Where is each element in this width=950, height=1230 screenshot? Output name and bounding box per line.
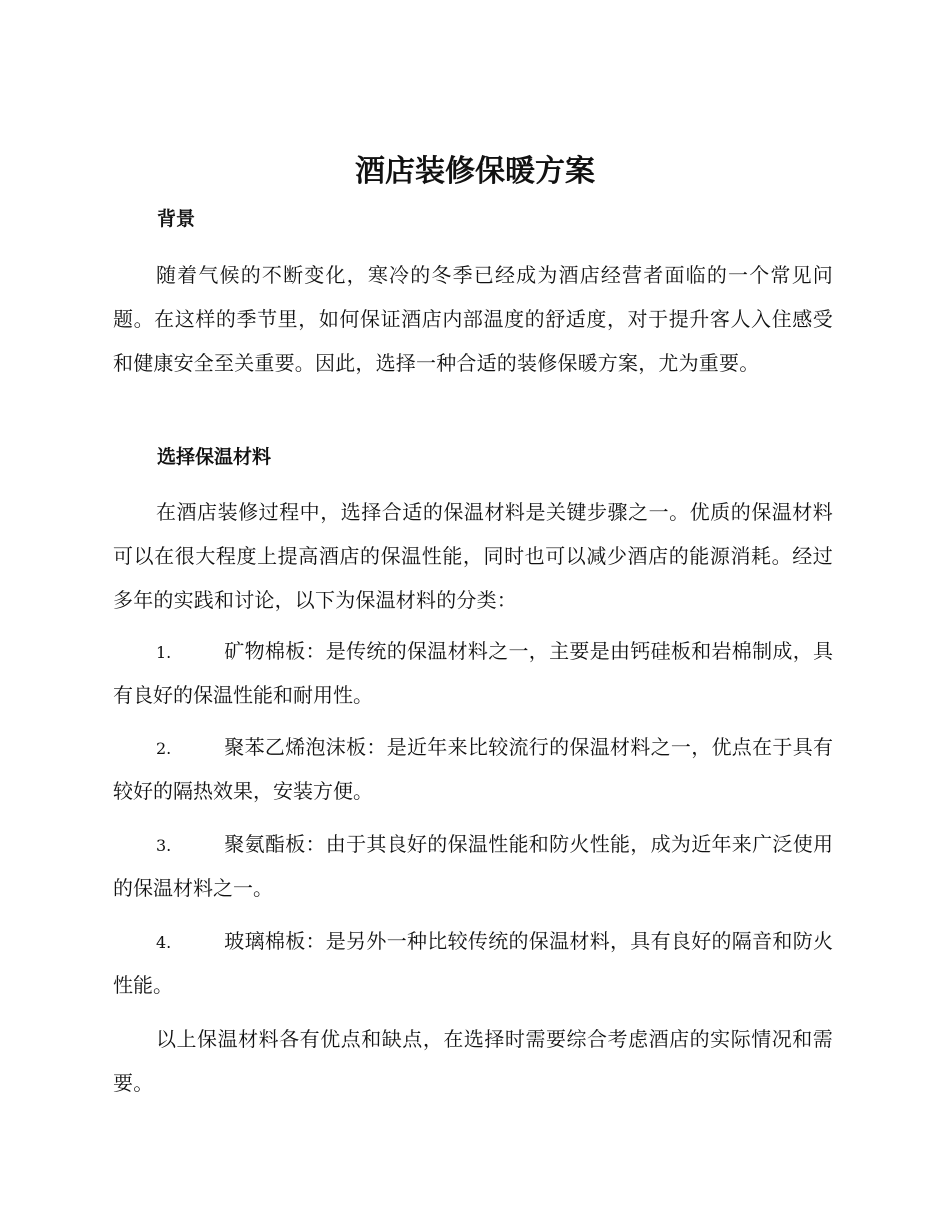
- list-item-text: 矿物棉板：是传统的保温材料之一，主要是由钙硅板和岩棉制成，具有良好的保温性能和耐用性。: [113, 639, 833, 707]
- section-heading-background: 背景: [157, 208, 196, 230]
- list-item: [113, 630, 833, 716]
- list-item: [113, 726, 833, 812]
- materials-intro-paragraph: 在酒店装修过程中，选择合适的保温材料是关键步骤之一。优质的保温材料可以在很大程度上提高酒店的保温性能，同时也可以减少酒店的能源消耗。经过多年的实践和讨论，以下为保温材料的分类：: [113, 500, 833, 612]
- document-title: 酒店装修保暖方案: [355, 154, 595, 189]
- list-item-number: 4.: [156, 933, 172, 952]
- list-item-number: 2.: [156, 739, 172, 758]
- list-item: [113, 920, 833, 1006]
- materials-closing-paragraph: 以上保温材料各有优点和缺点，在选择时需要综合考虑酒店的实际情况和需要。: [113, 1027, 833, 1095]
- list-item-text: 聚氨酯板：由于其良好的保温性能和防火性能，成为近年来广泛使用的保温材料之一。: [113, 832, 833, 900]
- list-item-text: 玻璃棉板：是另外一种比较传统的保温材料，具有良好的隔音和防火性能。: [113, 929, 833, 997]
- list-item-number: 1.: [156, 643, 172, 662]
- background-paragraph: 随着气候的不断变化，寒冷的冬季已经成为酒店经营者面临的一个常见问题。在这样的季节里，如何保证酒店内部温度的舒适度，对于提升客人入住感受和健康安全至关重要。因此，选择一种合适的装修保暖方案，尤为重要。: [113, 263, 833, 375]
- list-item-text: 聚苯乙烯泡沫板：是近年来比较流行的保温材料之一，优点在于具有较好的隔热效果，安装方便。: [113, 735, 833, 803]
- list-item-number: 3.: [156, 836, 172, 855]
- section-heading-materials: 选择保温材料: [157, 446, 272, 468]
- list-item: [113, 823, 833, 909]
